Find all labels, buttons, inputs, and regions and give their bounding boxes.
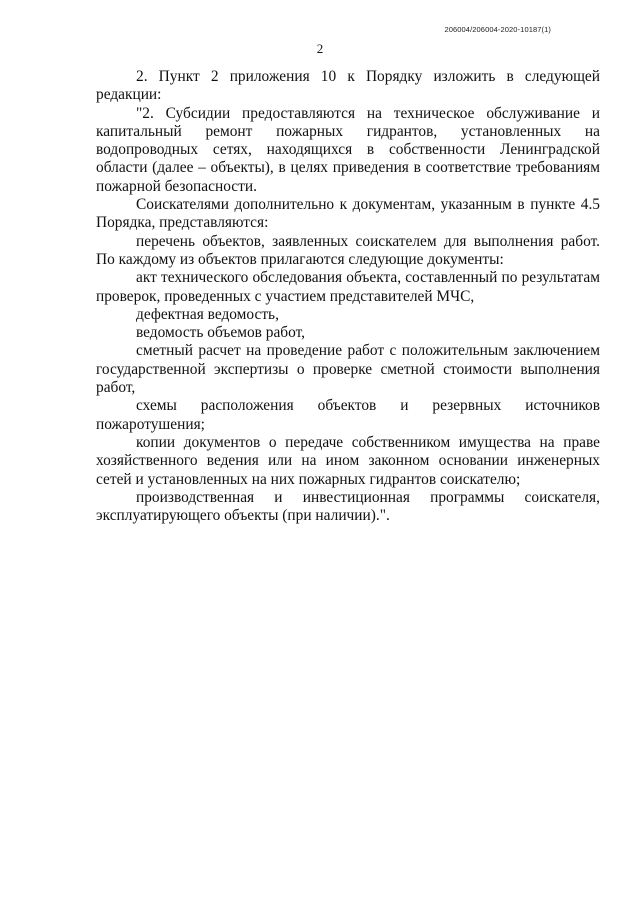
page-number: 2 — [316, 41, 324, 56]
document-id: 206004/206004-2020-10187(1) — [444, 25, 551, 34]
paragraph-defect-statement: дефектная ведомость, — [136, 305, 279, 323]
paragraph-subsidy-purpose: "2. Субсидии предоставляются на техническое обслуживание и капитальный ремонт пожарных гидрантов, установленных на водопроводных сетях, находящихся в собственности Ленинградской области (далее – объекты), в целях приведения в соответствие требованиям пожарной безопасности. — [96, 104, 600, 195]
paragraph-transfer-docs: копии документов о передаче собственником имущества на праве хозяйственного ведения или на ином законном основании инженерных сетей и установленных на них пожарных гидрантов соискателю; — [96, 433, 600, 488]
paragraph-amendment: 2. Пункт 2 приложения 10 к Порядку изложить в следующей редакции: — [96, 68, 600, 104]
paragraph-cost-estimate: сметный расчет на проведение работ с положительным заключением государственной экспертизы о проверке сметной стоимости выполнения работ, — [96, 342, 600, 397]
paragraph-programs: производственная и инвестиционная программы соискателя, эксплуатирующего объекты (при наличии).". — [96, 488, 600, 525]
paragraph-work-volume: ведомость объемов работ, — [136, 324, 306, 342]
paragraph-object-list: перечень объектов, заявленных соискателем для выполнения работ. По каждому из объектов прилагаются следующие документы: — [96, 232, 600, 268]
paragraph-additional-docs: Соискателями дополнительно к документам, указанным в пункте 4.5 Порядка, представляются: — [96, 196, 600, 232]
paragraph-inspection-act: акт технического обследования объекта, составленный по результатам проверок, проведенных с участием представителей МЧС, — [96, 269, 600, 305]
document-body — [96, 68, 600, 525]
paragraph-location-schemes: схемы расположения объектов и резервных источников пожаротушения; — [96, 397, 600, 433]
